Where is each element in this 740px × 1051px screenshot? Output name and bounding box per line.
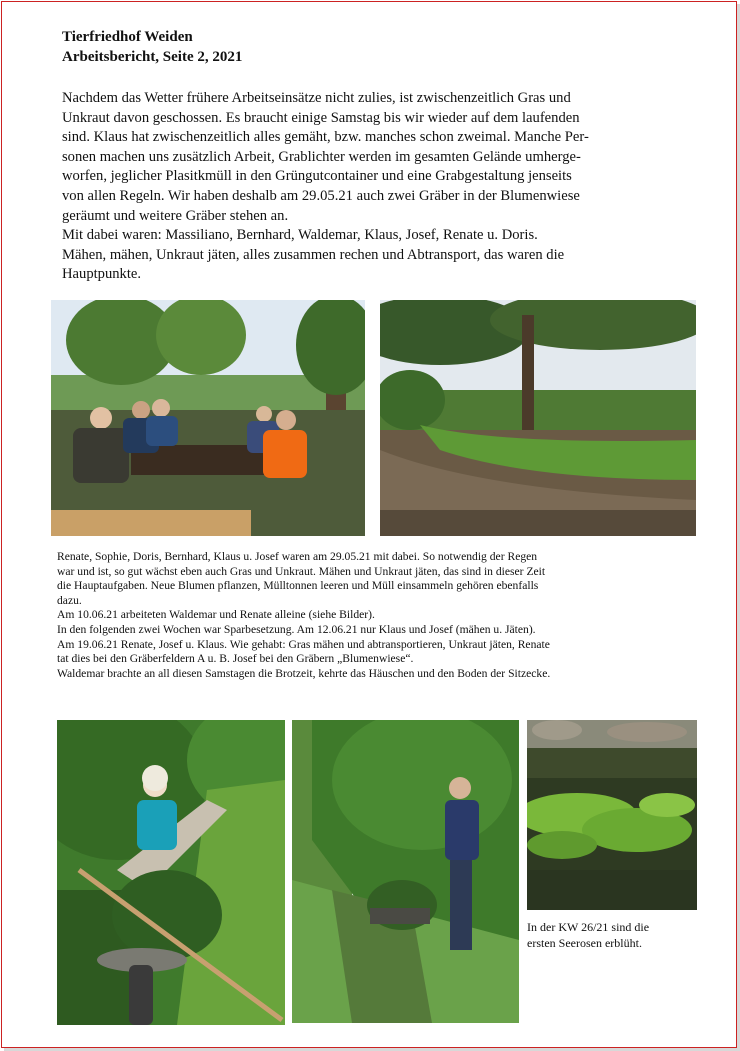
photo-cemetery-path	[380, 300, 696, 536]
intro-line: Hauptpunkte.	[62, 266, 142, 283]
report-line: Waldemar brachte an all diesen Samstagen die Brotzeit, kehrte das Häuschen und den Boden der Sitzecke.	[57, 666, 551, 680]
photo-woman-wheelbarrow	[57, 720, 285, 1025]
report-line: tat dies bei den Gräberfeldern A u. B. Josef bei den Gräbern „Blumenwiese“.	[57, 652, 414, 666]
photo-group-at-table	[51, 300, 365, 536]
report-line: dazu.	[57, 593, 82, 607]
intro-paragraph	[62, 89, 692, 285]
intro-line: Mähen, mähen, Unkraut jäten, alles zusammen rechen und Abtransport, das waren die	[62, 246, 565, 263]
intro-line: Unkraut davon geschossen. Es braucht einige Samstag bis wir wieder auf dem laufenden	[62, 109, 580, 126]
pond-caption	[527, 919, 697, 951]
intro-line: Nachdem das Wetter frühere Arbeitseinsätze nicht zulies, ist zwischenzeitlich Gras und	[62, 90, 571, 106]
intro-line: Mit dabei waren: Massiliano, Bernhard, Waldemar, Klaus, Josef, Renate u. Doris.	[62, 227, 538, 244]
photo-man-wheelbarrow	[292, 720, 519, 1023]
work-report-paragraph	[57, 550, 707, 681]
report-line: Am 19.06.21 Renate, Josef u. Klaus. Wie gehabt: Gras mähen und abtransportieren, Unkraut jäten, Renate	[57, 637, 550, 651]
page-subtitle: Arbeitsbericht, Seite 2, 2021	[62, 49, 243, 65]
photo-water-lilies-pond	[527, 720, 697, 910]
report-line: Am 10.06.21 arbeiteten Waldemar und Renate alleine (siehe Bilder).	[57, 608, 375, 622]
caption-line: ersten Seerosen erblüht.	[527, 936, 642, 950]
report-line: In den folgenden zwei Wochen war Sparbesetzung. Am 12.06.21 nur Klaus und Josef (mähen u. Jäten).	[57, 622, 536, 636]
report-line: war und ist, so gut wächst eben auch Gras und Unkraut. Mähen und Unkraut jäten, das sind in dieser Zeit	[57, 564, 546, 578]
intro-line: geräumt und weitere Gräber stehen an.	[62, 207, 289, 224]
intro-line: sind. Klaus hat zwischenzeitlich alles gemäht, bzw. manches schon zweimal. Manche Per-	[62, 129, 589, 146]
intro-line: worfen, jeglicher Plasitkmüll in den Grüngutcontainer und eine Grabgestaltung jenseits	[62, 168, 572, 185]
report-line: Renate, Sophie, Doris, Bernhard, Klaus u. Josef waren am 29.05.21 mit dabei. So notwendig der Regen	[57, 550, 538, 563]
intro-line: von allen Regeln. Wir haben deshalb am 29.05.21 auch zwei Gräber in der Blumenwiese	[62, 187, 580, 204]
caption-line: In der KW 26/21 sind die	[527, 920, 650, 934]
intro-line: sonen machen uns zusätzlich Arbeit, Grablichter werden im gesamten Gelände umherge-	[62, 148, 581, 165]
page-title: Tierfriedhof Weiden	[62, 29, 193, 45]
report-line: die Hauptaufgaben. Neue Blumen pflanzen, Mülltonnen leeren und Müll einsammeln gehören ebenfalls	[57, 579, 539, 593]
document-heading	[62, 27, 242, 67]
